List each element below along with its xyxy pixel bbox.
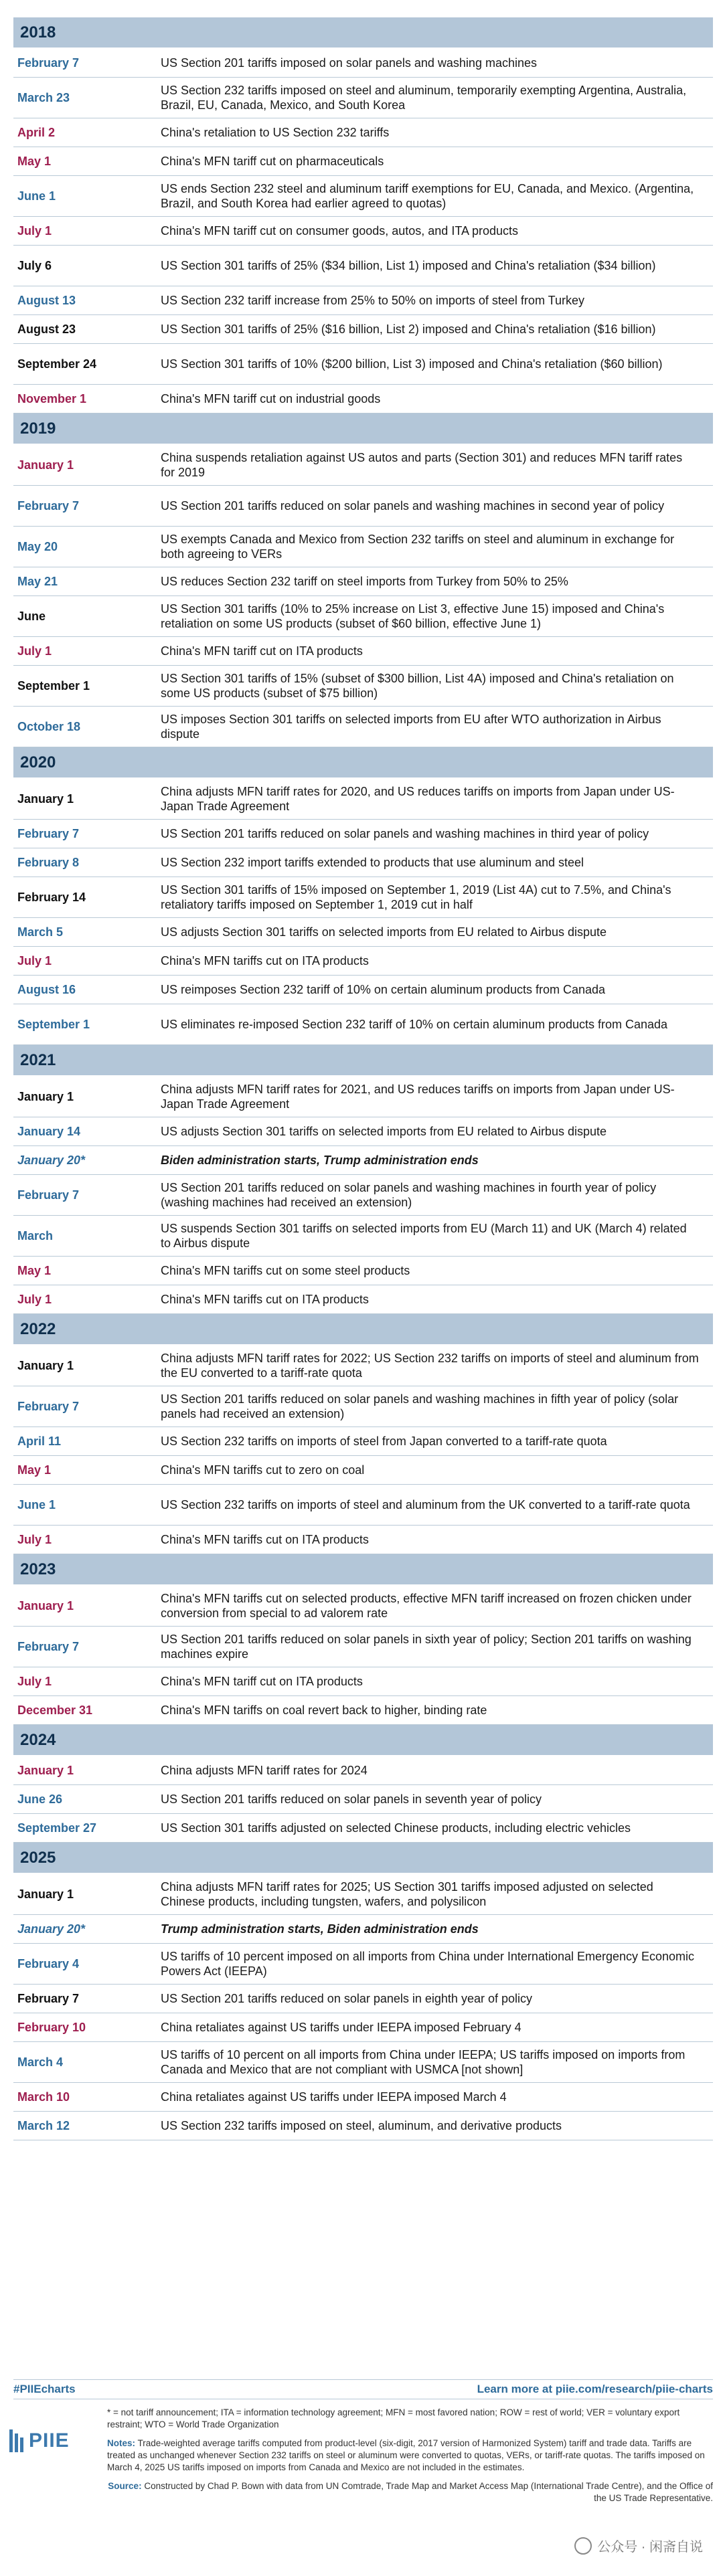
event-date: August 23 — [17, 322, 76, 336]
timeline-row — [13, 445, 713, 486]
event-description: China retaliates against US tariffs under IEEPA imposed March 4 — [161, 2090, 507, 2104]
event-description: China adjusts MFN tariff rates for 2022; US Section 232 tariffs on imports of steel and aluminum from the EU converted to a tariff-rate quota — [161, 1352, 699, 1380]
timeline-row — [13, 918, 713, 947]
timeline-row — [13, 2013, 713, 2042]
timeline-row — [13, 1427, 713, 1456]
timeline-row — [13, 596, 713, 637]
timeline-row — [13, 1785, 713, 1814]
event-date: September 27 — [17, 1821, 97, 1835]
event-description: US adjusts Section 301 tariffs on selected imports from EU related to Airbus dispute — [161, 925, 607, 939]
notes-section — [107, 2407, 713, 2511]
event-date: January 1 — [17, 1358, 74, 1372]
piie-logo-icon — [9, 2429, 23, 2452]
event-description: US Section 301 tariffs of 25% ($34 billion, List 1) imposed and China's retaliation ($34 billion) — [161, 259, 656, 272]
event-description: China adjusts MFN tariff rates for 2024 — [161, 1764, 368, 1777]
timeline-row — [13, 1874, 713, 1915]
event-date: March 10 — [17, 2090, 70, 2104]
event-date: June 1 — [17, 189, 56, 203]
event-description: China's MFN tariff cut on ITA products — [161, 1675, 363, 1688]
event-date: January 1 — [17, 792, 74, 806]
timeline-row — [13, 1915, 713, 1944]
event-date: February 7 — [17, 1991, 80, 2005]
event-description: US Section 232 tariffs on imports of steel from Japan converted to a tariff-rate quota — [161, 1435, 607, 1448]
event-date: February 10 — [17, 2020, 86, 2034]
event-date: February 7 — [17, 1639, 80, 1653]
event-date: November 1 — [17, 391, 87, 405]
year-header: 2019 — [13, 413, 713, 444]
event-description: China's MFN tariff cut on consumer goods, autos, and ITA products — [161, 224, 519, 238]
event-date: July 1 — [17, 1532, 52, 1546]
event-date: August 13 — [17, 293, 76, 307]
event-description: US Section 201 tariffs reduced on solar panels in eighth year of policy — [161, 1992, 532, 2005]
wechat-icon — [574, 2537, 592, 2555]
event-description: China's MFN tariffs cut on some steel products — [161, 1264, 410, 1277]
event-description: China's MFN tariffs cut on ITA products — [161, 1533, 369, 1546]
timeline-row — [13, 1667, 713, 1696]
event-date: January 20* — [17, 1153, 86, 1167]
timeline-row — [13, 666, 713, 707]
event-description: US Section 201 tariffs imposed on solar panels and washing machines — [161, 56, 537, 70]
timeline-row — [13, 1146, 713, 1175]
event-date: January 1 — [17, 1598, 74, 1613]
event-description: US tariffs of 10 percent on all imports from China under IEEPA; US tariffs imposed on imports from Canada and Mexico that are not compliant with USMCA [not shown] — [161, 2048, 686, 2076]
event-date: October 18 — [17, 719, 81, 733]
event-date: May 1 — [17, 1463, 52, 1477]
timeline-row — [13, 286, 713, 315]
timeline-row — [13, 567, 713, 596]
timeline-row — [13, 877, 713, 918]
timeline-row — [13, 1175, 713, 1216]
timeline-row — [13, 2083, 713, 2112]
event-date: May 20 — [17, 539, 58, 553]
event-date: March 23 — [17, 90, 70, 104]
timeline-row — [13, 779, 713, 820]
event-description: China's MFN tariffs cut on ITA products — [161, 1293, 369, 1306]
timeline-row — [13, 1586, 713, 1627]
timeline-row — [13, 848, 713, 877]
event-description: China suspends retaliation against US autos and parts (Section 301) and reduces MFN tariff rates for 2019 — [161, 451, 683, 479]
event-description: US Section 232 tariff increase from 25% to 50% on imports of steel from Turkey — [161, 294, 584, 307]
event-description: China's MFN tariff cut on ITA products — [161, 644, 363, 658]
timeline-row — [13, 1004, 713, 1045]
event-date: September 1 — [17, 678, 90, 693]
event-description: US Section 232 tariffs on imports of steel and aluminum from the UK converted to a tariff-rate quota — [161, 1498, 690, 1511]
event-date: February 7 — [17, 826, 80, 840]
event-date: January 1 — [17, 458, 74, 472]
event-description: China adjusts MFN tariff rates for 2020, and US reduces tariffs on imports from Japan under US-Japan Trade Agreement — [161, 785, 675, 813]
source-text: Constructed by Chad P. Bown with data from UN Comtrade, Trade Map and Market Access Map (International Trade Centre), and the Office of the US Trade Representative. — [144, 2481, 713, 2503]
event-description: US adjusts Section 301 tariffs on selected imports from EU related to Airbus dispute — [161, 1125, 607, 1138]
event-date: April 11 — [17, 1434, 62, 1448]
event-description: China's MFN tariffs cut on selected products, effective MFN tariff increased on frozen chicken under conversion from special to ad valorem rate — [161, 1592, 692, 1620]
event-description: US Section 201 tariffs reduced on solar panels and washing machines in fifth year of policy (solar panels had received an extension) — [161, 1392, 679, 1420]
event-date: January 1 — [17, 1887, 74, 1901]
timeline-row — [13, 1285, 713, 1314]
timeline-row — [13, 1456, 713, 1485]
event-date: February 7 — [17, 1399, 80, 1413]
timeline-row — [13, 2042, 713, 2083]
event-description: US Section 301 tariffs of 10% ($200 billion, List 3) imposed and China's retaliation ($60 billion) — [161, 357, 663, 371]
timeline-row — [13, 246, 713, 286]
timeline-row — [13, 1077, 713, 1117]
timeline-row — [13, 1526, 713, 1554]
event-date: July 1 — [17, 1292, 52, 1306]
timeline — [13, 17, 713, 2140]
notes-text: Trade-weighted average tariffs computed from product-level (six-digit, 2017 version of Harmonized System) tariff and trade data. Tariffs are treated as unchanged whenever Section 232 tariffs on steel or aluminum were converted to quotas, VERs, or tariff-rate quotas. The tariffs imposed on March 4, 2025 US tariffs imposed on imports from Canada and Mexico are not included in the estimates. — [107, 2438, 705, 2472]
timeline-row — [13, 1257, 713, 1285]
piie-logo-text: PIIE — [29, 2429, 70, 2452]
learn-more-link[interactable]: Learn more at piie.com/research/piie-charts — [477, 2383, 713, 2395]
timeline-row — [13, 1346, 713, 1386]
event-description: US exempts Canada and Mexico from Section 232 tariffs on steel and aluminum in exchange for both agreeing to VERs — [161, 533, 675, 561]
timeline-row — [13, 344, 713, 385]
timeline-row — [13, 947, 713, 976]
event-date: March 5 — [17, 925, 64, 939]
timeline-row — [13, 527, 713, 567]
event-description: US Section 201 tariffs reduced on solar panels and washing machines in third year of policy — [161, 827, 649, 840]
timeline-row — [13, 1386, 713, 1427]
event-date: March 12 — [17, 2118, 70, 2132]
timeline-row — [13, 1756, 713, 1785]
event-description: US imposes Section 301 tariffs on selected imports from EU after WTO authorization in Airbus dispute — [161, 713, 661, 741]
event-description: US Section 301 tariffs adjusted on selected Chinese products, including electric vehicles — [161, 1821, 631, 1835]
event-date: July 1 — [17, 223, 52, 238]
timeline-row — [13, 1627, 713, 1667]
event-date: February 14 — [17, 890, 86, 904]
hashtag-link[interactable]: #PIIEcharts — [13, 2383, 76, 2395]
event-date: March 4 — [17, 2055, 64, 2069]
event-description: China's MFN tariffs cut on ITA products — [161, 954, 369, 968]
timeline-row — [13, 385, 713, 413]
footer-links — [13, 2379, 713, 2399]
event-description: US Section 232 tariffs imposed on steel and aluminum, temporarily exempting Argentina, Australia, Brazil, EU, Canada, Mexico, and South Korea — [161, 84, 687, 112]
watermark — [574, 2536, 703, 2555]
timeline-row — [13, 1485, 713, 1526]
event-description: US Section 301 tariffs of 15% imposed on September 1, 2019 (List 4A) cut to 7.5%, and China's retaliatory tariffs imposed on September 1, 2019 cut in half — [161, 883, 671, 911]
event-description: China adjusts MFN tariff rates for 2021, and US reduces tariffs on imports from Japan under US-Japan Trade Agreement — [161, 1083, 675, 1111]
event-date: June — [17, 609, 46, 623]
event-date: July 1 — [17, 644, 52, 658]
event-description: US reimposes Section 232 tariff of 10% on certain aluminum products from Canada — [161, 983, 606, 996]
timeline-row — [13, 637, 713, 666]
event-date: December 31 — [17, 1703, 93, 1717]
timeline-row — [13, 976, 713, 1004]
timeline-row — [13, 1814, 713, 1843]
timeline-row — [13, 820, 713, 848]
source-label: Source: — [108, 2481, 142, 2491]
timeline-row — [13, 486, 713, 527]
event-date: January 20* — [17, 1922, 86, 1936]
timeline-row — [13, 118, 713, 147]
event-description: US Section 301 tariffs of 25% ($16 billion, List 2) imposed and China's retaliation ($16 billion) — [161, 323, 656, 336]
timeline-row — [13, 315, 713, 344]
timeline-row — [13, 1117, 713, 1146]
event-date: May 1 — [17, 1263, 52, 1277]
event-date: January 1 — [17, 1763, 74, 1777]
event-date: April 2 — [17, 125, 56, 139]
event-description: US Section 232 tariffs imposed on steel, aluminum, and derivative products — [161, 2119, 562, 2132]
event-description: Biden administration starts, Trump administration ends — [161, 1154, 479, 1167]
event-description: US Section 201 tariffs reduced on solar panels and washing machines in fourth year of policy (washing machines had received an extension) — [161, 1181, 657, 1209]
event-description: China's retaliation to US Section 232 tariffs — [161, 126, 390, 139]
event-description: US Section 301 tariffs (10% to 25% increase on List 3, effective June 15) imposed and China's retaliation on some US products (subset of $60 billion, effective June 1) — [161, 602, 665, 630]
event-date: June 1 — [17, 1497, 56, 1511]
event-description: US Section 201 tariffs reduced on solar panels in seventh year of policy — [161, 1792, 542, 1806]
event-date: July 6 — [17, 258, 52, 272]
event-date: June 26 — [17, 1792, 63, 1806]
event-date: May 21 — [17, 574, 58, 588]
event-description: China's MFN tariff cut on pharmaceuticals — [161, 155, 384, 168]
timeline-row — [13, 217, 713, 246]
event-date: January 14 — [17, 1124, 81, 1138]
notes-label: Notes: — [107, 2438, 136, 2448]
event-description: China's MFN tariff cut on industrial goods — [161, 392, 381, 405]
event-date: March — [17, 1228, 54, 1243]
event-date: September 24 — [17, 357, 97, 371]
year-header: 2021 — [13, 1045, 713, 1075]
event-description: US Section 232 import tariffs extended to products that use aluminum and steel — [161, 856, 584, 869]
timeline-row — [13, 1696, 713, 1725]
event-date: July 1 — [17, 1674, 52, 1688]
event-date: February 8 — [17, 855, 80, 869]
event-date: May 1 — [17, 154, 52, 168]
year-header: 2023 — [13, 1554, 713, 1584]
event-date: February 7 — [17, 56, 80, 70]
year-header: 2022 — [13, 1314, 713, 1344]
timeline-row — [13, 1944, 713, 1985]
year-header: 2020 — [13, 747, 713, 777]
event-date: September 1 — [17, 1017, 90, 1031]
timeline-row — [13, 147, 713, 176]
event-description: US suspends Section 301 tariffs on selected imports from EU (March 11) and UK (March 4) related to Airbus dispute — [161, 1222, 687, 1250]
timeline-row — [13, 176, 713, 217]
event-date: February 7 — [17, 498, 80, 513]
abbreviations: * = not tariff announcement; ITA = information technology agreement; MFN = most favored nation; ROW = rest of world; VER = voluntary export restraint; WTO = World Trade Organization — [107, 2407, 680, 2429]
event-date: February 4 — [17, 1956, 80, 1970]
event-date: January 1 — [17, 1089, 74, 1103]
event-date: August 16 — [17, 982, 76, 996]
event-description: China's MFN tariffs cut to zero on coal — [161, 1463, 365, 1477]
event-description: US tariffs of 10 percent imposed on all imports from China under International Emergency Economic Powers Act (IEEPA) — [161, 1950, 695, 1978]
watermark-text: 公众号 · 闲斋自说 — [597, 2540, 703, 2555]
event-description: China retaliates against US tariffs under IEEPA imposed February 4 — [161, 2021, 521, 2034]
event-description: China adjusts MFN tariff rates for 2025; US Section 301 tariffs imposed adjusted on selected Chinese products, including tungsten, wafers, and polysilicon — [161, 1880, 653, 1908]
event-description: US Section 301 tariffs of 15% (subset of $300 billion, List 4A) imposed and China's retaliation on some US products (subset of $75 billion) — [161, 672, 674, 700]
event-description: US Section 201 tariffs reduced on solar panels and washing machines in second year of policy — [161, 499, 665, 513]
source-paragraph — [107, 2480, 713, 2504]
year-header: 2018 — [13, 17, 713, 48]
timeline-row — [13, 707, 713, 747]
event-description: Trump administration starts, Biden administration ends — [161, 1922, 479, 1936]
timeline-row — [13, 1985, 713, 2013]
event-description: China's MFN tariffs on coal revert back to higher, binding rate — [161, 1704, 487, 1717]
timeline-row — [13, 78, 713, 118]
event-description: US eliminates re-imposed Section 232 tariff of 10% on certain aluminum products from Canada — [161, 1018, 668, 1031]
event-date: February 7 — [17, 1188, 80, 1202]
event-description: US Section 201 tariffs reduced on solar panels in sixth year of policy; Section 201 tariffs on washing machines expire — [161, 1633, 692, 1661]
event-description: US reduces Section 232 tariff on steel imports from Turkey from 50% to 25% — [161, 575, 568, 588]
notes-paragraph — [107, 2437, 713, 2474]
piie-logo — [9, 2422, 90, 2460]
year-header: 2025 — [13, 1843, 713, 1873]
event-description: US ends Section 232 steel and aluminum tariff exemptions for EU, Canada, and Mexico. (Argentina, Brazil, and South Korea had earlier agreed to quotas) — [161, 182, 694, 210]
timeline-row — [13, 1216, 713, 1257]
timeline-row — [13, 2112, 713, 2140]
event-date: July 1 — [17, 953, 52, 968]
timeline-row — [13, 49, 713, 78]
year-header: 2024 — [13, 1725, 713, 1755]
